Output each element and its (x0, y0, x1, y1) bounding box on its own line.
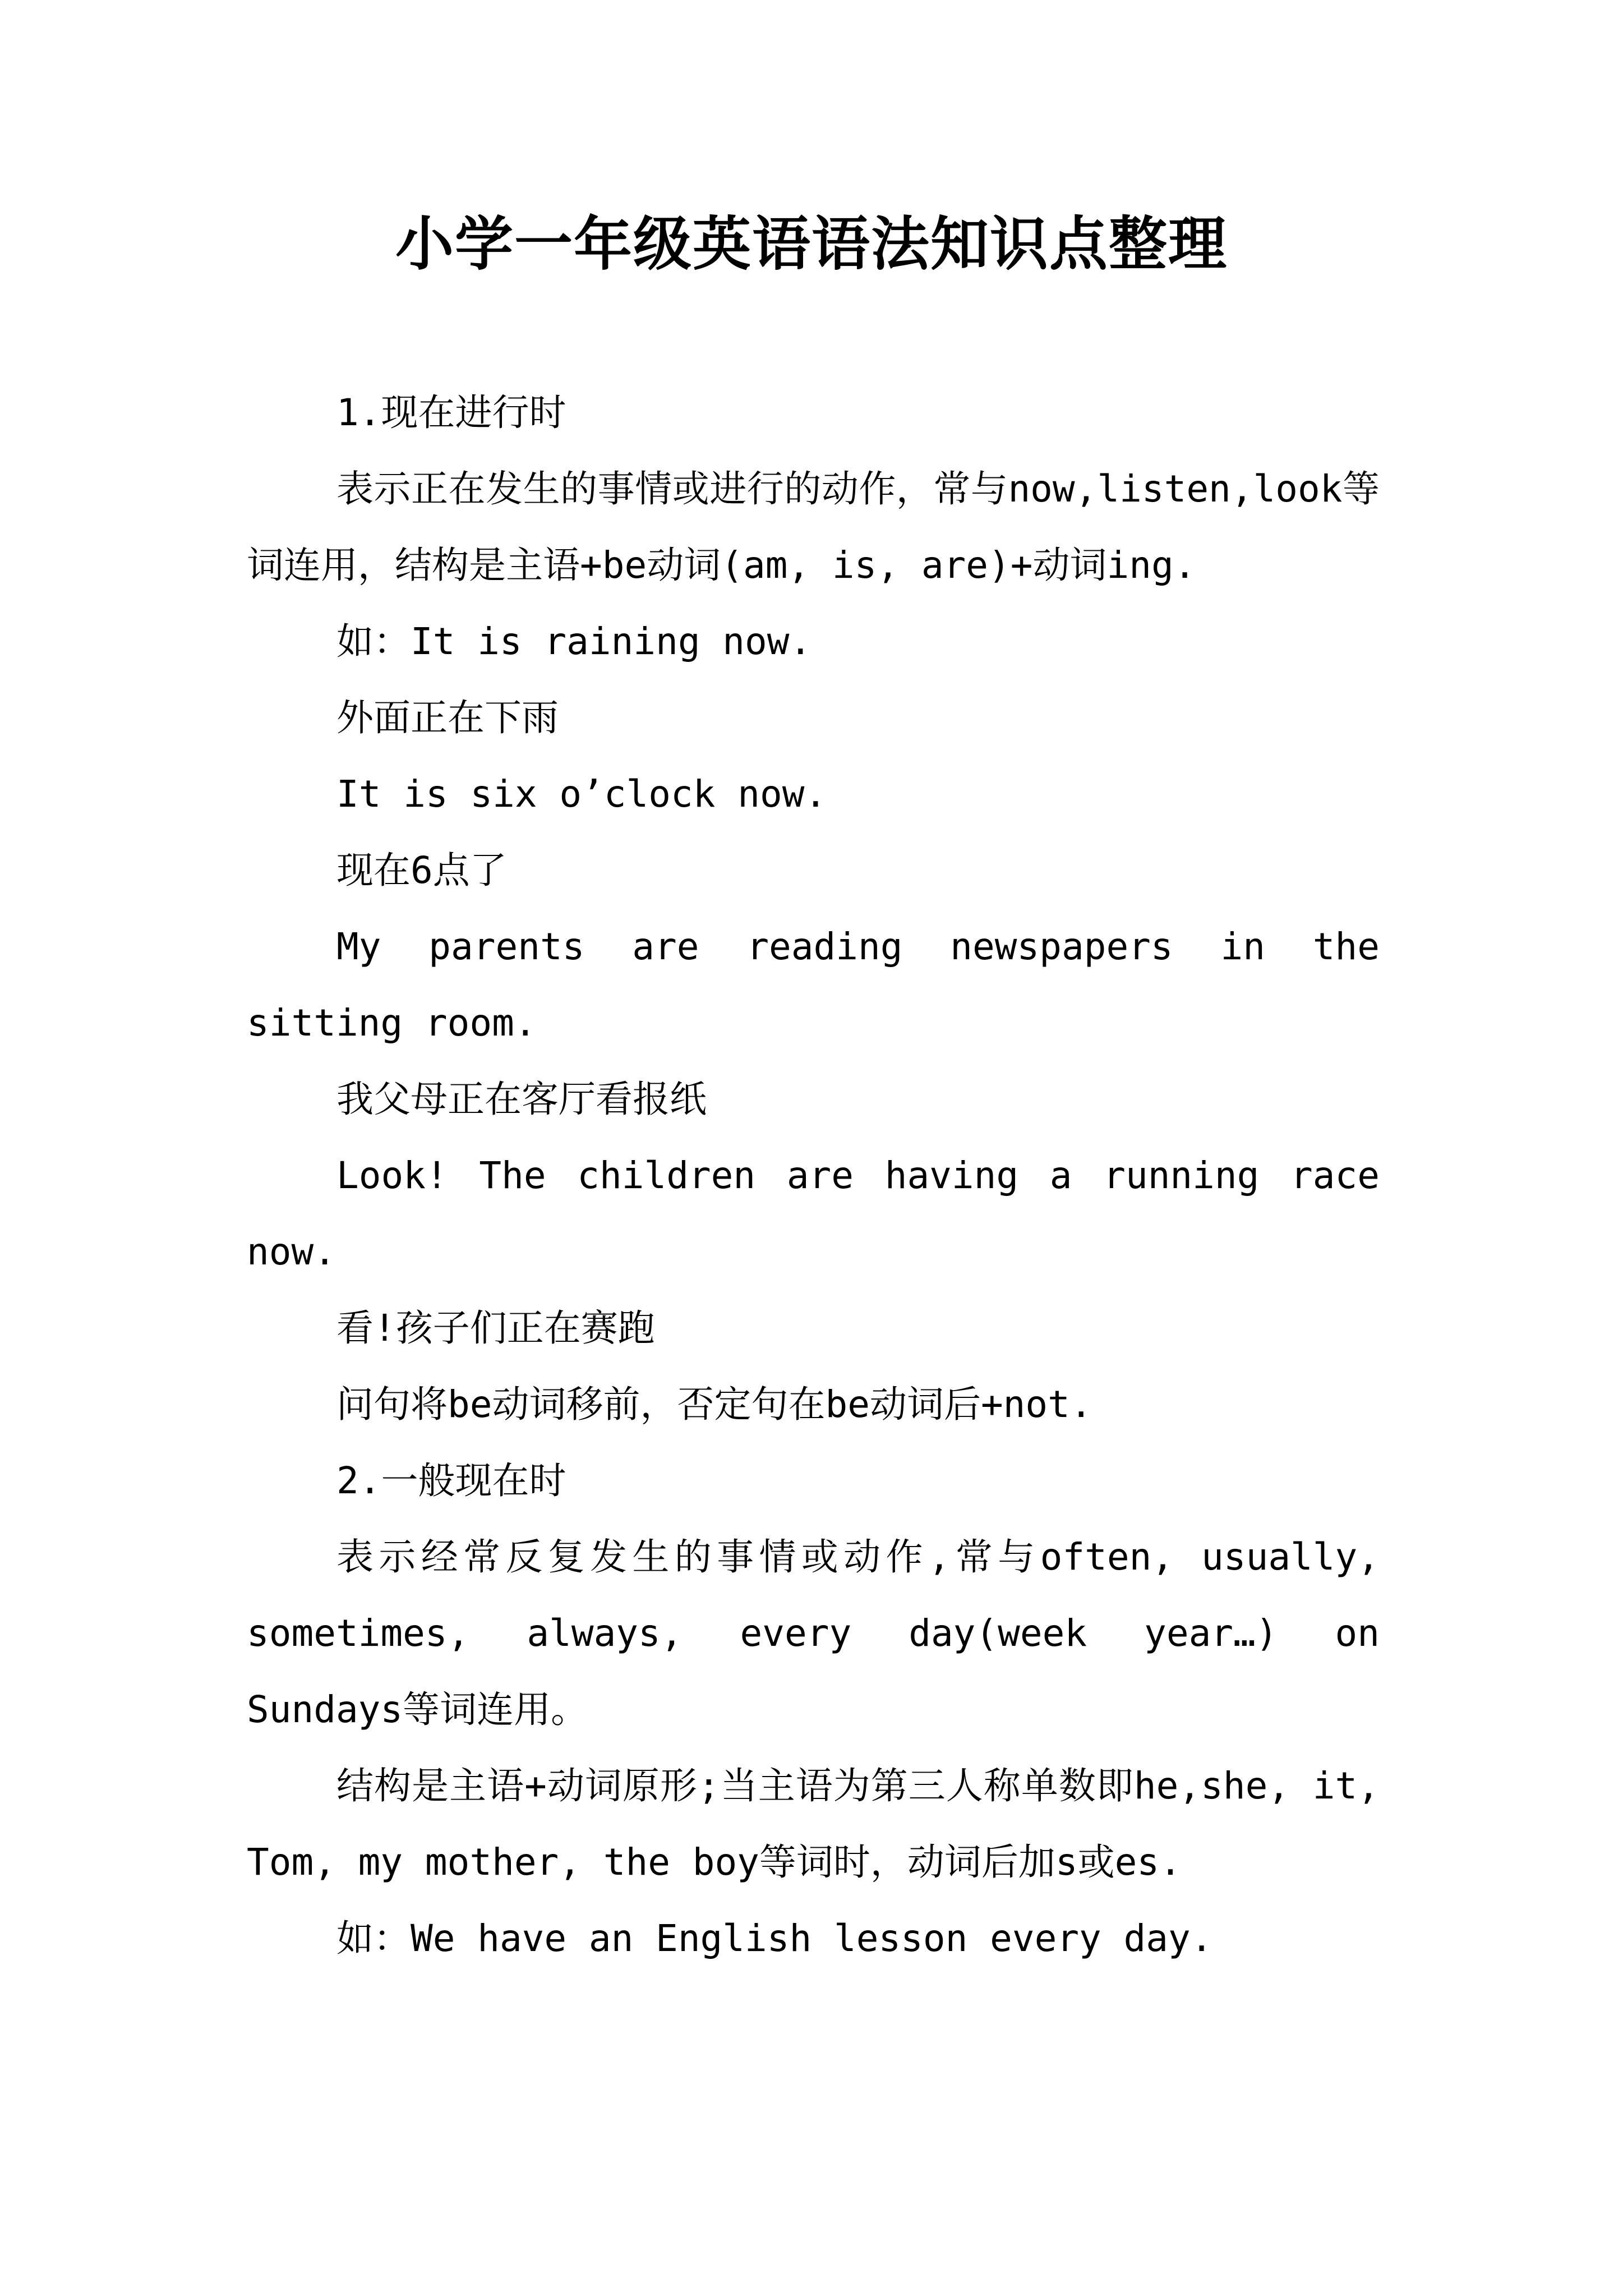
paragraph-simple-present-definition: 表示经常反复发生的事情或动作,常与often, usually, sometimes, always, every day(week year…) on Sundays等词连用。 (247, 1535, 1380, 1731)
example-sentence: 如：We have an English lesson every day. (336, 1917, 1213, 1960)
example-translation: 外面正在下雨 (336, 696, 559, 739)
document-body (247, 375, 1380, 1977)
rule-note: 问句将be动词移前，否定句在be动词后+not. (336, 1383, 1092, 1426)
example-translation: 现在6点了 (336, 849, 507, 892)
paragraph-simple-present-structure: 结构是主语+动词原形;当主语为第三人称单数即he,she, it, Tom, my mother, the boy等词时，动词后加s或es. (247, 1764, 1380, 1884)
paragraph-present-continuous-definition: 表示正在发生的事情或进行的动作，常与now,listen,look等词连用，结构是主语+be动词(am, is, are)+动词ing. (247, 467, 1380, 587)
example-sentence: It is six o’clock now. (336, 772, 827, 816)
example-sentence: My parents are reading newspapers in the sitting room. (247, 925, 1380, 1045)
example-translation: 我父母正在客厅看报纸 (336, 1078, 707, 1121)
document-title: 小学一年级英语语法知识点整理 (395, 209, 1228, 278)
example-sentence: Look! The children are having a running race now. (247, 1154, 1380, 1273)
section-heading-present-continuous: 1.现在进行时 (336, 391, 566, 434)
section-heading-simple-present: 2.一般现在时 (336, 1459, 566, 1502)
example-translation: 看!孩子们正在赛跑 (336, 1306, 655, 1350)
example-sentence: 如：It is raining now. (336, 620, 812, 663)
